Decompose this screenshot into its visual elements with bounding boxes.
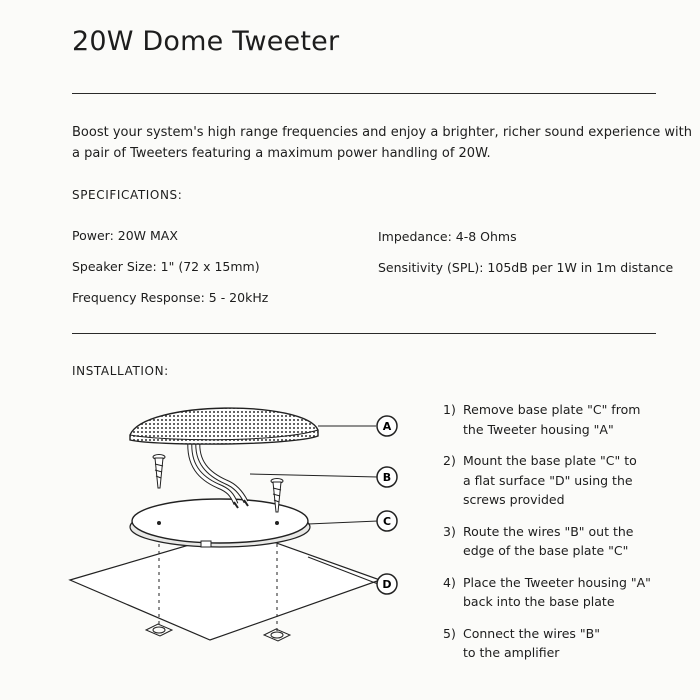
step-text: Mount the base plate "C" to a flat surface "D" using the screws provided	[463, 453, 637, 507]
step-number: 5)	[443, 625, 456, 641]
svg-text:D: D	[382, 578, 392, 591]
callout-d	[377, 574, 397, 594]
intro-line: a pair of Tweeters featuring a maximum power handling of 20W.	[72, 146, 491, 161]
tweeter-housing	[130, 408, 318, 444]
step-number: 1)	[443, 402, 456, 417]
svg-text:C: C	[382, 515, 392, 528]
installation-diagram	[60, 390, 410, 690]
specs-divider	[72, 333, 656, 334]
base-plate	[130, 499, 310, 547]
installation-step	[443, 400, 683, 439]
screw-left	[153, 455, 165, 489]
spec-speaker-size: Speaker Size: 1" (72 x 15mm)	[72, 259, 260, 274]
page-title: 20W Dome Tweeter	[72, 26, 340, 57]
wires	[190, 440, 248, 508]
spec-power: Power: 20W MAX	[72, 228, 178, 243]
step-number: 2)	[443, 453, 456, 468]
intro-line: Boost your system's high range frequencies and enjoy a brighter, richer sound experience with	[72, 125, 692, 140]
spec-frequency-response: Frequency Response: 5 - 20kHz	[72, 290, 269, 305]
svg-text:A: A	[382, 420, 392, 433]
installation-step	[443, 522, 683, 561]
callout-c	[377, 511, 397, 531]
step-text: Connect the wires "B" to the amplifier	[463, 625, 600, 660]
installation-step	[443, 573, 683, 612]
installation-steps	[443, 400, 683, 675]
intro-paragraph	[72, 122, 692, 164]
step-text: Remove base plate "C" from the Tweeter housing "A"	[463, 402, 641, 437]
svg-text:B: B	[382, 471, 392, 484]
installation-step	[443, 624, 683, 663]
installation-step	[443, 451, 683, 510]
step-number: 4)	[443, 574, 456, 590]
callout-a	[377, 416, 397, 436]
callout-b	[377, 467, 397, 487]
title-divider	[72, 93, 656, 94]
spec-impedance: Impedance: 4-8 Ohms	[378, 229, 517, 244]
screw-hole-left	[146, 624, 172, 636]
installation-heading: INSTALLATION:	[72, 364, 169, 378]
spec-sensitivity: Sensitivity (SPL): 105dB per 1W in 1m distance	[378, 260, 674, 275]
step-text: Place the Tweeter housing "A" back into the base plate	[463, 574, 651, 609]
specifications-heading: SPECIFICATIONS:	[72, 188, 183, 202]
step-text: Route the wires "B" out the edge of the base plate "C"	[463, 523, 634, 558]
step-number: 3)	[443, 523, 456, 539]
